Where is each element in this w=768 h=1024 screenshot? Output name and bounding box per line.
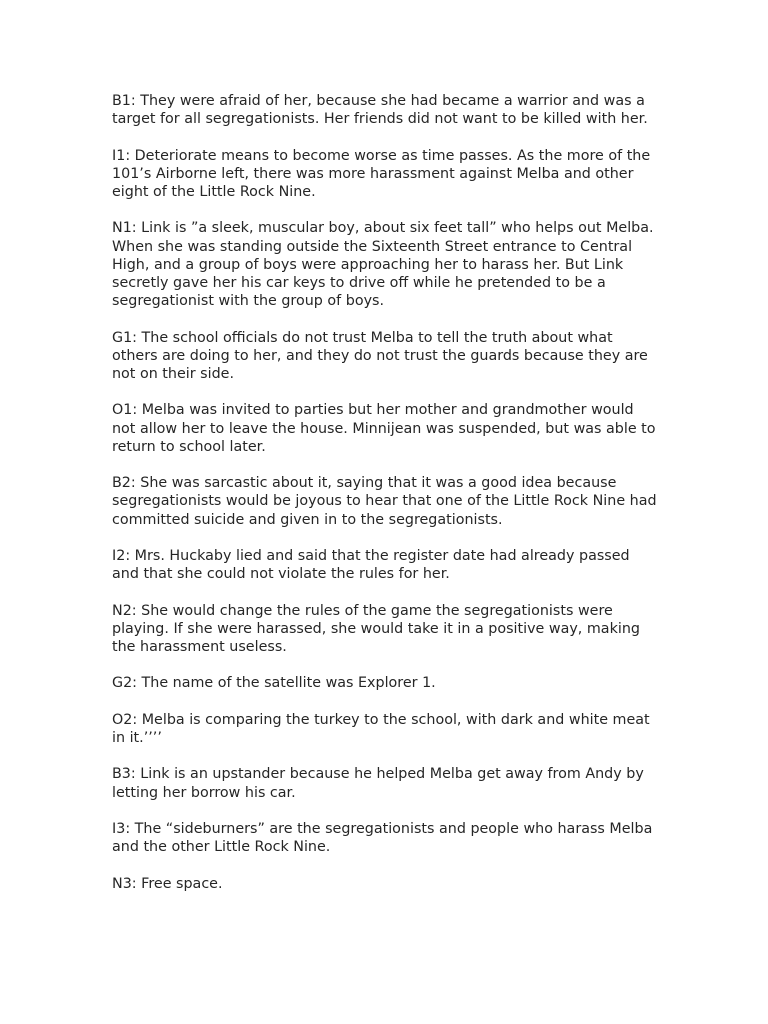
answer-g2: G2: The name of the satellite was Explorer 1. — [112, 675, 436, 692]
answer-n1: N1: Link is ”a sleek, muscular boy, about six feet tall” who helps out Melba. When she was standing outside the Sixteenth Street entrance to Central High, and a group of boys were approaching her to harass her. But Link secretly gave her his car keys to drive off while he pretended to be a segregationist with the group of boys. — [112, 220, 654, 310]
answer-b1: B1: They were afraid of her, because she had became a warrior and was a target for all segregationists. Her friends did not want to be killed with her. — [112, 93, 648, 128]
answer-b2: B2: She was sarcastic about it, saying that it was a good idea because segregationists would be joyous to hear that one of the Little Rock Nine had committed suicide and given in to the segregationists. — [112, 475, 657, 528]
answer-b3: B3: Link is an upstander because he helped Melba get away from Andy by letting her borrow his car. — [112, 766, 644, 801]
answer-i2: I2: Mrs. Huckaby lied and said that the register date had already passed and that she could not violate the rules for her. — [112, 547, 630, 583]
answer-i1: I1: Deteriorate means to become worse as time passes. As the more of the 101’s Airborne left, there was more harassment against Melba and other eight of the Little Rock Nine. — [112, 147, 651, 200]
answer-o2: O2: Melba is comparing the turkey to the school, with dark and white meat in it.’’’’ — [112, 711, 650, 746]
answer-n2: N2: She would change the rules of the game the segregationists were playing. If she were harassed, she would take it in a positive way, making the harassment useless. — [112, 602, 640, 655]
document-page — [112, 92, 660, 911]
answer-i3: I3: The “sideburners” are the segregationists and people who harass Melba and the other Little Rock Nine. — [112, 820, 653, 856]
answer-n3: N3: Free space. — [112, 875, 223, 892]
answer-g1: G1: The school officials do not trust Melba to tell the truth about what others are doing to her, and they do not trust the guards because they are not on their side. — [112, 329, 648, 382]
answer-o1: O1: Melba was invited to parties but her mother and grandmother would not allow her to leave the house. Minnijean was suspended, but was able to return to school later. — [112, 402, 656, 455]
